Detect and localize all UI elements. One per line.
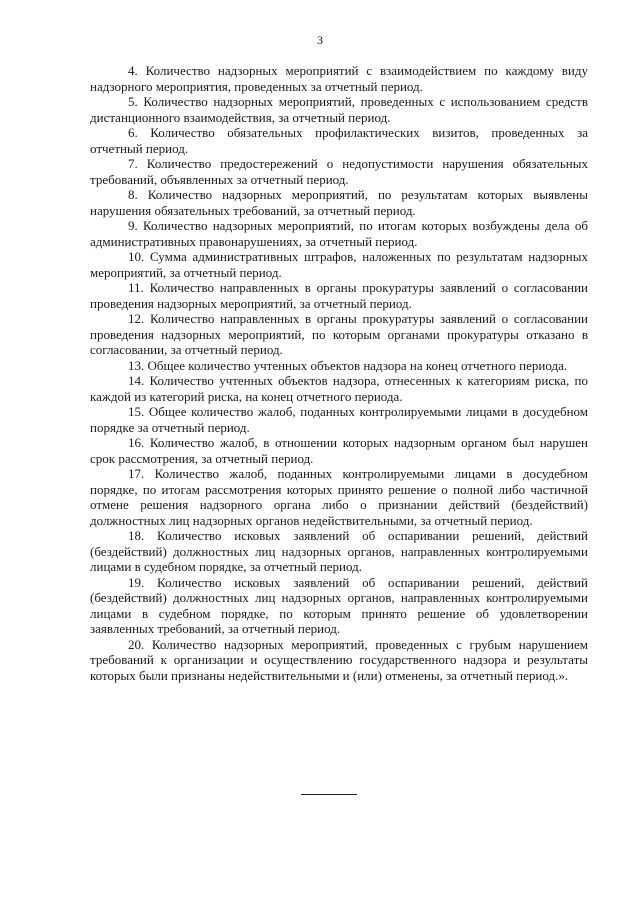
paragraph-item-20: 20. Количество надзорных мероприятий, проведенных с грубым нарушением требований к организации и осуществлению государственного надзора и результаты которых были признаны недействительными и (или) отменены, за отчетный период.». — [90, 636, 588, 683]
paragraph-item-19: 19. Количество исковых заявлений об оспаривании решений, действий (бездействий) должностных лиц надзорных органов, направленных контролируемыми лицами в судебном порядке, по которым принято решение об удовлетворении заявленных требований, за отчетный период. — [90, 574, 588, 636]
paragraph-item-16: 16. Количество жалоб, в отношении которых надзорным органом был нарушен срок рассмотрения, за отчетный период. — [90, 435, 588, 466]
paragraph-item-4: 4. Количество надзорных мероприятий с взаимодействием по каждому виду надзорного мероприятия, проведенных за отчетный период. — [90, 63, 588, 94]
paragraph-item-7: 7. Количество предостережений о недопустимости нарушения обязательных требований, объявленных за отчетный период. — [90, 156, 588, 187]
document-body — [90, 63, 588, 683]
paragraph-item-6: 6. Количество обязательных профилактических визитов, проведенных за отчетный период. — [90, 125, 588, 156]
closing-divider — [301, 794, 357, 795]
paragraph-item-18: 18. Количество исковых заявлений об оспаривании решений, действий (бездействий) должностных лиц надзорных органов, направленных контролируемыми лицами в судебном порядке, за отчетный период. — [90, 528, 588, 574]
paragraph-item-14: 14. Количество учтенных объектов надзора, отнесенных к категориям риска, по каждой из категорий риска, на конец отчетного периода. — [90, 373, 588, 404]
paragraph-item-12: 12. Количество направленных в органы прокуратуры заявлений о согласовании проведения надзорных мероприятий, по которым органами прокуратуры отказано в согласовании, за отчетный период. — [90, 311, 588, 357]
paragraph-item-8: 8. Количество надзорных мероприятий, по результатам которых выявлены нарушения обязательных требований, за отчетный период. — [90, 187, 588, 218]
paragraph-item-10: 10. Сумма административных штрафов, наложенных по результатам надзорных мероприятий, за отчетный период. — [90, 249, 588, 280]
paragraph-item-11: 11. Количество направленных в органы прокуратуры заявлений о согласовании проведения надзорных мероприятий, за отчетный период. — [90, 280, 588, 311]
paragraph-item-17: 17. Количество жалоб, поданных контролируемыми лицами в досудебном порядке, по итогам рассмотрения которых принято решение о полной либо частичной отмене решения надзорного органа либо о признании действий (бездействий) должностных лиц надзорных органов недействительными, за отчетный период. — [90, 466, 588, 528]
paragraph-item-5: 5. Количество надзорных мероприятий, проведенных с использованием средств дистанционного взаимодействия, за отчетный период. — [90, 94, 588, 125]
page-number: 3 — [317, 33, 323, 47]
paragraph-item-9: 9. Количество надзорных мероприятий, по итогам которых возбуждены дела об административных правонарушениях, за отчетный период. — [90, 218, 588, 249]
paragraph-item-15: 15. Общее количество жалоб, поданных контролируемыми лицами в досудебном порядке за отчетный период. — [90, 404, 588, 435]
paragraph-item-13: 13. Общее количество учтенных объектов надзора на конец отчетного периода. — [128, 357, 568, 373]
